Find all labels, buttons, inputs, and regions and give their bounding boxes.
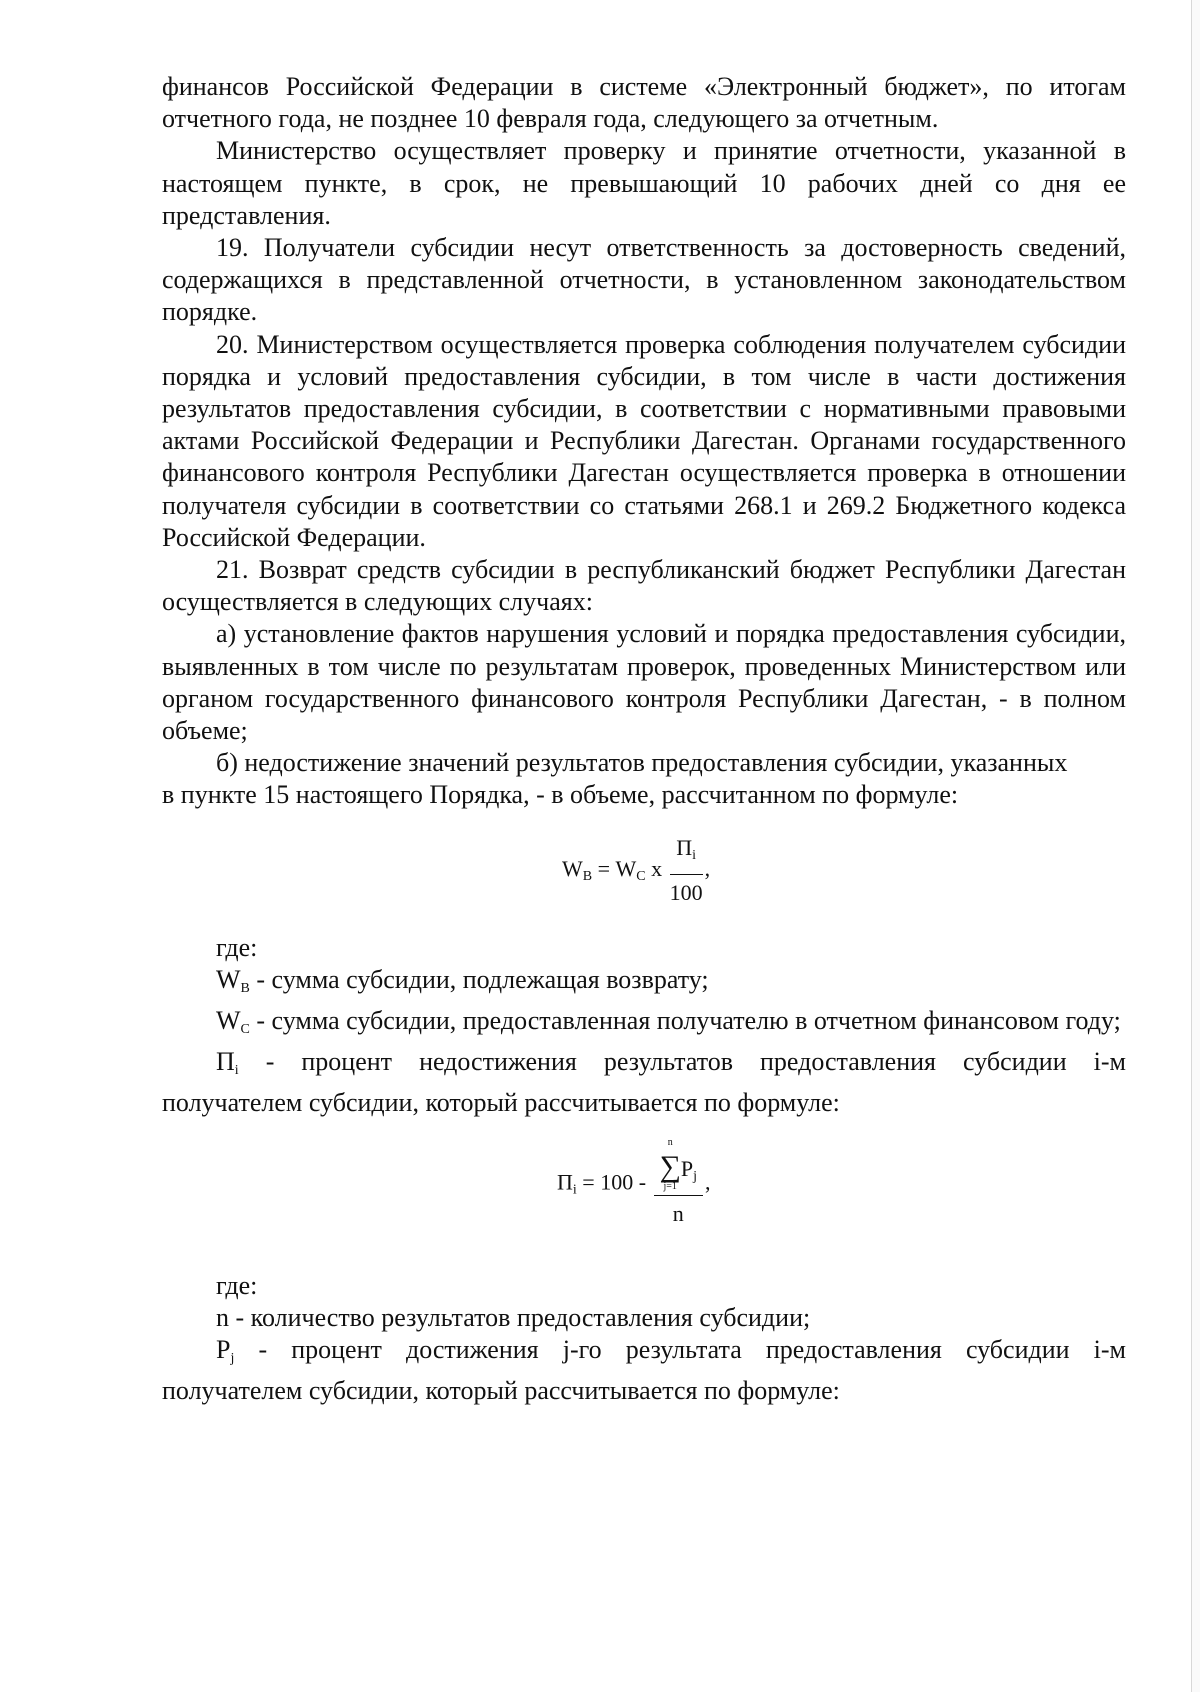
fraction-sum-over-n: n ∑ j=1 $P_j$ n	[654, 1138, 704, 1230]
sum-sign: n ∑ j=1	[659, 1136, 681, 1192]
paragraph-ministry-check: Министерство осуществляет проверку и принятие отчетности, указанной в настоящем пункте, в срок, не превышающий 10 рабочих дней со дня ее представления.	[162, 136, 1126, 230]
definition-wc: $W_С$ - сумма субсидии, предоставленная получателю в отчетном финансовом году;	[216, 1006, 1121, 1038]
paragraph-21: 21. Возврат средств субсидии в республиканский бюджет Республики Дагестан осуществляется в следующих случаях:	[162, 555, 1126, 617]
paragraph-21-b: б) недостижение значений результатов предоставления субсидии, указанных	[216, 748, 1068, 778]
where-label-1: где:	[216, 932, 258, 962]
definition-pj: $P_j$ - процент достижения j-го результата предоставления субсидии i-м получателем субсидии, который рассчитывается по формуле:	[162, 1335, 1126, 1406]
definition-pi: $П_i$ - процент недостижения результатов предоставления субсидии i-м получателем субсидии, который рассчитывается по формуле:	[162, 1047, 1126, 1118]
where-label-2: где:	[216, 1270, 258, 1300]
formula-wb-expression: $W_В = W_С$ х $\frac{П_i}{100}$ ,	[562, 832, 710, 909]
fraction-pi-100: $\frac{П_i}{100}$	[670, 832, 703, 909]
formula-wb	[162, 812, 1126, 932]
paragraph-19: 19. Получатели субсидии несут ответственность за достоверность сведений, содержащихся в представленной отчетности, в установленном законодательством порядке.	[162, 233, 1126, 327]
formula-pi-expression: $П_i = 100$ - n ∑ j=1 $P_j$ n ,	[557, 1138, 711, 1230]
paragraph-continuation: финансов Российской Федерации в системе «Электронный бюджет», по итогам отчетного года, не позднее 10 февраля года, следующего за отчетным.	[162, 72, 1126, 134]
document-body	[162, 71, 1126, 1408]
definition-wb: $W_В$ - сумма субсидии, подлежащая возврату;	[216, 964, 709, 996]
paragraph-21-b-cont: в пункте 15 настоящего Порядка, - в объеме, рассчитанном по формуле:	[162, 780, 959, 810]
paragraph-21-a: а) установление фактов нарушения условий и порядка предоставления субсидии, выявленных в том числе по результатам проверок, проведенных Министерством или органом государственного финансового контроля Республики Дагестан, - в полном объеме;	[162, 619, 1126, 746]
definition-n: n - количество результатов предоставления субсидии;	[216, 1302, 811, 1332]
formula-pi	[162, 1120, 1126, 1270]
paragraph-20: 20. Министерством осуществляется проверка соблюдения получателем субсидии порядка и условий предоставления субсидии, в том числе в части достижения результатов предоставления субсидии, в соответствии с нормативными правовыми актами Российской Федерации и Республики Дагестан. Органами государственного финансового контроля Республики Дагестан осуществляется проверка в отношении получателя субсидии в соответствии со статьями 268.1 и 269.2 Бюджетного кодекса Российской Федерации.	[162, 329, 1126, 552]
scan-edge	[1191, 0, 1200, 1692]
